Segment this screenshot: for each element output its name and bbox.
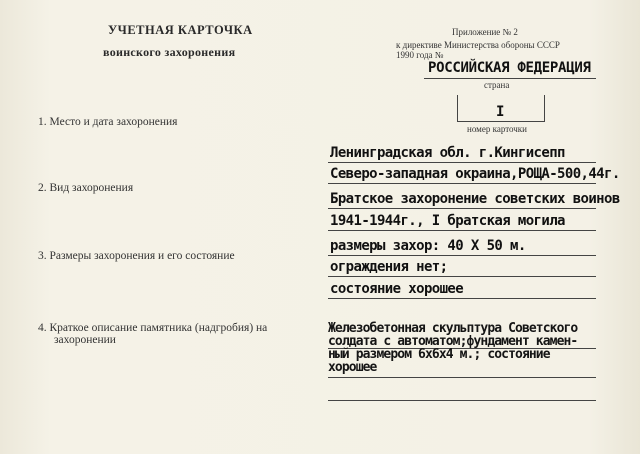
- field-monument-label-line-1: 4. Краткое описание памятника (надгробия) на: [38, 322, 268, 334]
- field-burial-type-line-1: Братское захоронение советских воинов: [330, 191, 620, 207]
- field-burial-type-line-2: 1941-1944г., I братская могила: [330, 213, 565, 229]
- field-line-rule: [328, 377, 596, 378]
- field-size-condition-line-1: размеры захор: 40 Х 50 м.: [330, 238, 526, 254]
- field-monument-line-4: хорошее: [328, 360, 377, 375]
- field-size-condition-label: 3. Размеры захоронения и его состояние: [38, 250, 235, 262]
- field-line-rule: [328, 400, 596, 401]
- field-line-rule: [328, 255, 596, 256]
- field-line-rule: [328, 183, 596, 184]
- appendix-label: Приложение № 2: [452, 27, 518, 37]
- field-monument-line-1: Железобетонная скульптура Советского: [328, 321, 578, 336]
- field-monument-line-2: солдата с автоматом;фундамент камен-: [328, 334, 578, 349]
- document-title: УЧЕТНАЯ КАРТОЧКА: [108, 23, 253, 37]
- field-place-date-line-1: Ленинградская обл. г.Кингисепп: [330, 145, 565, 161]
- card-number-caption: номер карточки: [467, 124, 527, 134]
- directive-line-1: к директиве Министерства обороны СССР: [396, 40, 560, 50]
- document-subtitle: воинского захоронения: [103, 45, 236, 59]
- field-place-date-line-2: Северо-западная окраина,РОЩА-500,44г.: [330, 166, 620, 182]
- field-place-date-label: 1. Место и дата захоронения: [38, 116, 178, 128]
- field-monument-line-3: ный размером 6х6х4 м.; состояние: [328, 347, 550, 362]
- card-number-value: I: [496, 104, 504, 120]
- field-size-condition-line-3: состояние хорошее: [330, 281, 464, 297]
- field-line-rule: [328, 208, 596, 209]
- directive-line-2: 1990 года №: [396, 50, 444, 60]
- field-line-rule: [328, 298, 596, 299]
- field-line-rule: [328, 276, 596, 277]
- field-monument-label-line-2: захоронении: [54, 334, 116, 346]
- field-burial-type-label: 2. Вид захоронения: [38, 182, 134, 194]
- field-line-rule: [328, 162, 596, 163]
- country-caption: страна: [484, 80, 510, 90]
- field-line-rule: [328, 230, 596, 231]
- country-underline: [424, 78, 596, 79]
- field-size-condition-line-2: ограждения нет;: [330, 259, 448, 275]
- country-value: РОССИЙСКАЯ ФЕДЕРАЦИЯ: [428, 60, 591, 76]
